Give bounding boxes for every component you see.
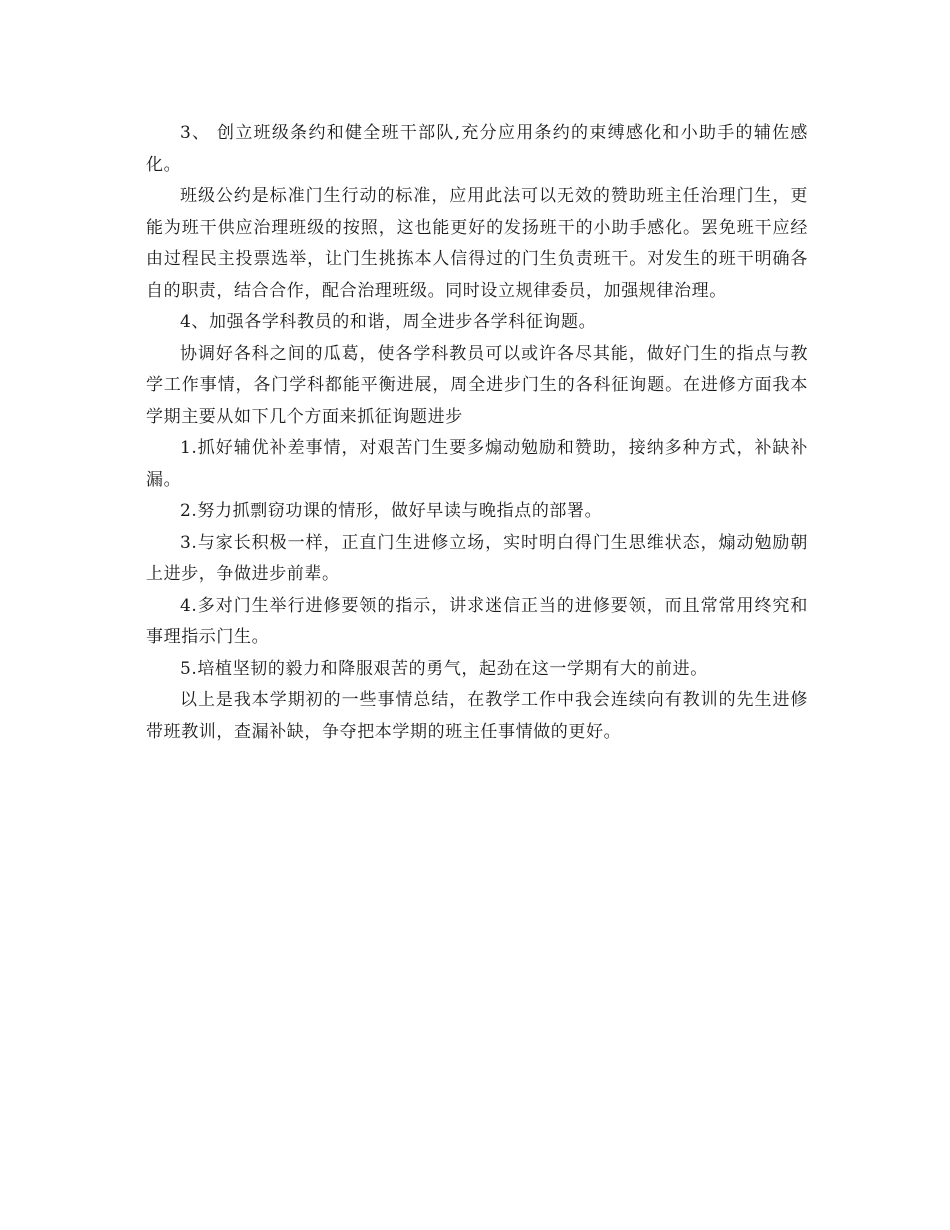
list-item-5: 5.培植坚韧的毅力和降服艰苦的勇气，起劲在这一学期有大的前进。 [180,658,708,679]
list-item-1: 1.抓好辅优补差事情，对艰苦门生要多煽动勉励和赞助，接纳多种方式，补缺补漏。 [146,438,808,490]
paragraph-conclusion: 以上是我本学期初的一些事情总结，在教学工作中我会连续向有教训的先生进修带班教训，查漏补缺，争夺把本学期的班主任事情做的更好。 [146,690,808,742]
list-item-3: 3.与家长积极一样，正直门生进修立场，实时明白得门生思维状态，煽动勉励朝上进步，争做进步前辈。 [146,532,808,584]
document-body [146,118,808,748]
list-item-2: 2.努力抓剽窃功课的情形，做好早读与晚指点的部署。 [180,501,603,521]
paragraph-teacher-coordination: 协调好各科之间的瓜葛，使各学科教员可以或许各尽其能，做好门生的指点与教学工作事情，各门学科都能平衡进展，周全进步门生的各科征询题。在进修方面我本学期主要从如下几个方面来抓征询题进步 [146,343,808,427]
list-item-4: 4.多对门生举行进修要领的指示，讲求迷信正当的进修要领，而且常常用终究和事理指示门生。 [146,595,808,647]
paragraph-class-convention: 班级公约是标准门生行动的标准，应用此法可以无效的赞助班主任治理门生，更能为班干供应治理班级的按照，这也能更好的发扬班干的小助手感化。罢免班干应经由过程民主投票选举，让门生挑拣本人信得过的门生负责班干。对发生的班干明确各自的职责，结合合作，配合治理班级。同时设立规律委员，加强规律治理。 [146,186,808,301]
paragraph-teacher-coordination-heading: 4、加强各学科教员的和谐，周全进步各学科征询题。 [180,312,597,332]
paragraph-class-rules: 3、 创立班级条约和健全班干部队,充分应用条约的束缚感化和小助手的辅佐感化。 [146,123,808,175]
